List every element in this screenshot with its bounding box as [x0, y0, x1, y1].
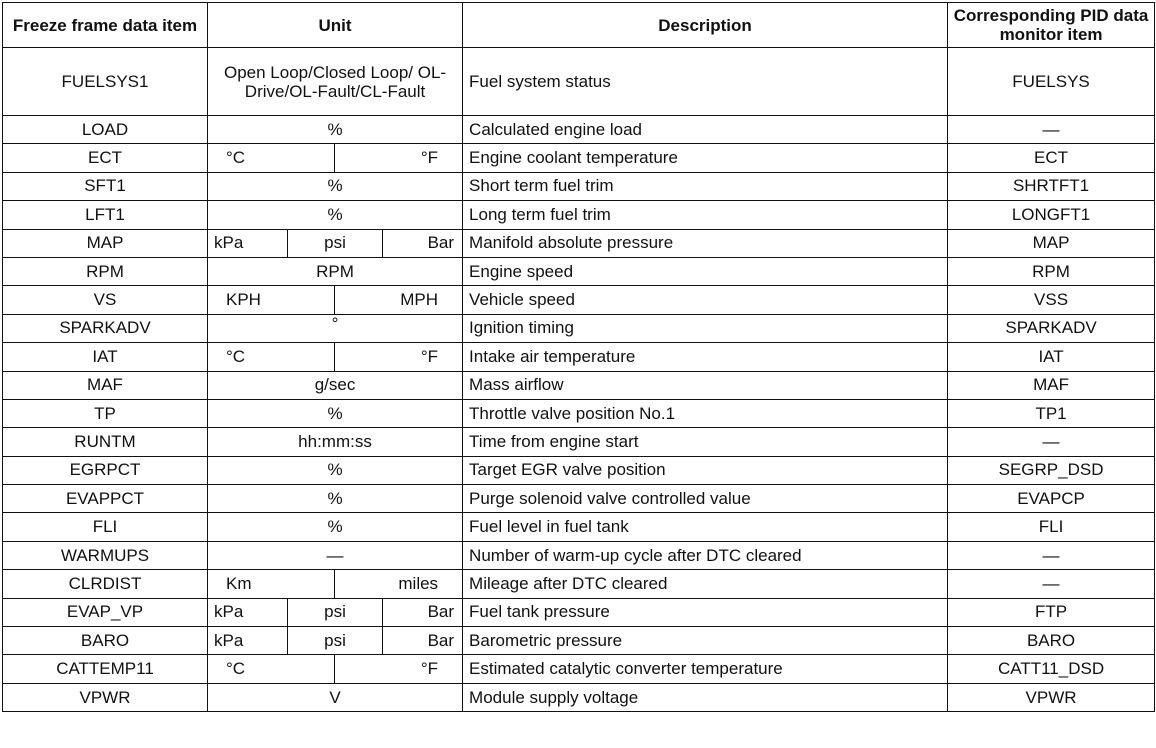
table-row — [3, 314, 1155, 342]
item-cell: EVAPPCT — [3, 485, 208, 513]
table-row — [3, 286, 1155, 314]
item-cell: IAT — [3, 343, 208, 371]
item-cell: SPARKADV — [3, 314, 208, 342]
description-cell: Fuel tank pressure — [463, 598, 948, 626]
description-cell: Fuel level in fuel tank — [463, 513, 948, 541]
table-row — [3, 257, 1155, 285]
item-cell: FUELSYS1 — [3, 48, 208, 116]
unit-cell: % — [208, 201, 463, 229]
unit-cell: Bar — [383, 598, 463, 626]
pid-cell: FTP — [948, 598, 1155, 626]
unit-cell: °C — [208, 144, 335, 172]
description-cell: Long term fuel trim — [463, 201, 948, 229]
item-cell: EVAP_VP — [3, 598, 208, 626]
item-cell: BARO — [3, 627, 208, 655]
description-cell: Estimated catalytic converter temperature — [463, 655, 948, 683]
item-cell: RUNTM — [3, 428, 208, 456]
pid-cell: MAP — [948, 229, 1155, 257]
pid-cell: VPWR — [948, 683, 1155, 711]
description-cell: Engine coolant temperature — [463, 144, 948, 172]
unit-cell: kPa — [208, 229, 288, 257]
table-row — [3, 485, 1155, 513]
item-cell: MAP — [3, 229, 208, 257]
item-cell: SFT1 — [3, 172, 208, 200]
table-row — [3, 399, 1155, 427]
unit-cell: % — [208, 399, 463, 427]
item-cell: LFT1 — [3, 201, 208, 229]
description-cell: Intake air temperature — [463, 343, 948, 371]
header-row — [3, 3, 1155, 48]
pid-cell: FUELSYS — [948, 48, 1155, 116]
description-cell: Module supply voltage — [463, 683, 948, 711]
item-cell: FLI — [3, 513, 208, 541]
unit-cell: miles — [335, 570, 463, 598]
unit-cell: Bar — [383, 627, 463, 655]
pid-cell: — — [948, 116, 1155, 144]
pid-cell: CATT11_DSD — [948, 655, 1155, 683]
pid-cell: MAF — [948, 371, 1155, 399]
unit-cell: Bar — [383, 229, 463, 257]
pid-cell: ECT — [948, 144, 1155, 172]
unit-cell: psi — [288, 627, 383, 655]
table-row — [3, 343, 1155, 371]
unit-cell: — — [208, 541, 463, 569]
unit-cell: hh:mm:ss — [208, 428, 463, 456]
pid-cell: TP1 — [948, 399, 1155, 427]
unit-cell: °C — [208, 343, 335, 371]
item-cell: EGRPCT — [3, 456, 208, 484]
pid-cell: SHRTFT1 — [948, 172, 1155, 200]
table-row — [3, 598, 1155, 626]
unit-cell: psi — [288, 229, 383, 257]
description-cell: Engine speed — [463, 257, 948, 285]
table-row — [3, 428, 1155, 456]
pid-cell: — — [948, 570, 1155, 598]
unit-cell: °C — [208, 655, 335, 683]
description-cell: Manifold absolute pressure — [463, 229, 948, 257]
table-row — [3, 144, 1155, 172]
description-cell: Short term fuel trim — [463, 172, 948, 200]
description-cell: Time from engine start — [463, 428, 948, 456]
header-pid: Corresponding PID data monitor item — [948, 3, 1155, 48]
header-description: Description — [463, 3, 948, 48]
table-row — [3, 570, 1155, 598]
pid-cell: SEGRP_DSD — [948, 456, 1155, 484]
unit-cell: psi — [288, 598, 383, 626]
unit-cell: kPa — [208, 627, 288, 655]
unit-cell: MPH — [335, 286, 463, 314]
item-cell: MAF — [3, 371, 208, 399]
item-cell: LOAD — [3, 116, 208, 144]
unit-cell: °F — [335, 655, 463, 683]
unit-cell: % — [208, 485, 463, 513]
item-cell: RPM — [3, 257, 208, 285]
table-row — [3, 201, 1155, 229]
unit-cell: ° — [208, 314, 463, 342]
item-cell: VS — [3, 286, 208, 314]
unit-cell: Km — [208, 570, 335, 598]
table-row — [3, 229, 1155, 257]
table-row — [3, 116, 1155, 144]
table-row — [3, 627, 1155, 655]
pid-cell: BARO — [948, 627, 1155, 655]
description-cell: Mass airflow — [463, 371, 948, 399]
table-row — [3, 371, 1155, 399]
description-cell: Ignition timing — [463, 314, 948, 342]
description-cell: Purge solenoid valve controlled value — [463, 485, 948, 513]
item-cell: CATTEMP11 — [3, 655, 208, 683]
item-cell: CLRDIST — [3, 570, 208, 598]
table-row — [3, 513, 1155, 541]
unit-cell: % — [208, 456, 463, 484]
description-cell: Vehicle speed — [463, 286, 948, 314]
table-row — [3, 541, 1155, 569]
unit-cell: kPa — [208, 598, 288, 626]
table-row — [3, 456, 1155, 484]
item-cell: TP — [3, 399, 208, 427]
item-cell: VPWR — [3, 683, 208, 711]
table-body — [3, 48, 1155, 712]
unit-cell: % — [208, 116, 463, 144]
unit-cell: Open Loop/Closed Loop/ OL-Drive/OL-Fault/CL-Fault — [208, 48, 463, 116]
unit-cell: % — [208, 172, 463, 200]
freeze-frame-table — [2, 2, 1155, 712]
unit-cell: °F — [335, 343, 463, 371]
table-row — [3, 655, 1155, 683]
description-cell: Fuel system status — [463, 48, 948, 116]
table-row — [3, 683, 1155, 711]
unit-cell: KPH — [208, 286, 335, 314]
unit-cell: g/sec — [208, 371, 463, 399]
pid-cell: RPM — [948, 257, 1155, 285]
unit-cell: % — [208, 513, 463, 541]
unit-cell: V — [208, 683, 463, 711]
unit-cell: RPM — [208, 257, 463, 285]
description-cell: Target EGR valve position — [463, 456, 948, 484]
header-item: Freeze frame data item — [3, 3, 208, 48]
description-cell: Throttle valve position No.1 — [463, 399, 948, 427]
pid-cell: EVAPCP — [948, 485, 1155, 513]
description-cell: Barometric pressure — [463, 627, 948, 655]
description-cell: Calculated engine load — [463, 116, 948, 144]
description-cell: Number of warm-up cycle after DTC cleared — [463, 541, 948, 569]
table-row — [3, 172, 1155, 200]
pid-cell: IAT — [948, 343, 1155, 371]
pid-cell: — — [948, 541, 1155, 569]
pid-cell: — — [948, 428, 1155, 456]
item-cell: WARMUPS — [3, 541, 208, 569]
unit-cell: °F — [335, 144, 463, 172]
table-row — [3, 48, 1155, 116]
header-unit: Unit — [208, 3, 463, 48]
pid-cell: VSS — [948, 286, 1155, 314]
pid-cell: FLI — [948, 513, 1155, 541]
pid-cell: LONGFT1 — [948, 201, 1155, 229]
item-cell: ECT — [3, 144, 208, 172]
pid-cell: SPARKADV — [948, 314, 1155, 342]
description-cell: Mileage after DTC cleared — [463, 570, 948, 598]
